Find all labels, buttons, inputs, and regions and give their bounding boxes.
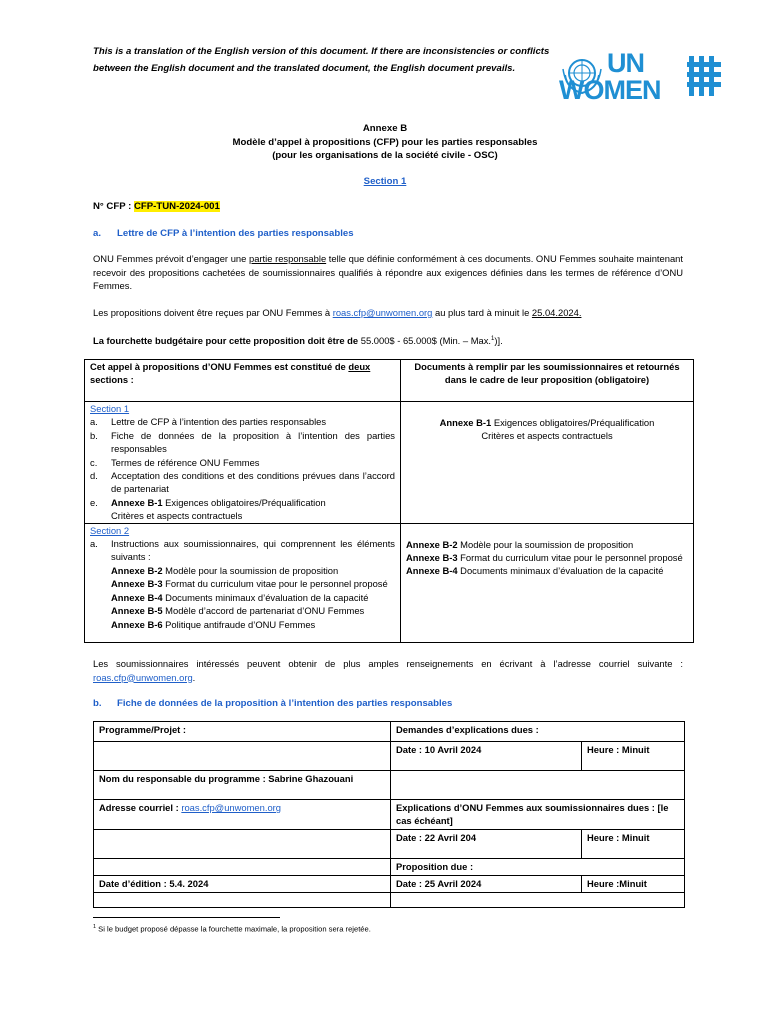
date-explications: Date : 22 Avril 204 <box>391 829 582 858</box>
budget-label: La fourchette budgétaire pour cette proposition doit être de <box>93 335 361 347</box>
required-annex-b1-cont: Critères et aspects contractuels <box>481 430 613 442</box>
header-left-underlined: deux <box>348 361 371 372</box>
footnote-divider <box>93 917 280 918</box>
item-letter: b. <box>90 429 98 441</box>
annex-ref: Annexe B-4 <box>111 591 163 603</box>
table1-header-row <box>85 360 694 402</box>
annex-text: Format du curriculum vitae pour le personnel proposé <box>162 578 388 590</box>
required-annex <box>406 551 688 564</box>
intro-underlined: partie responsable <box>248 253 327 264</box>
item-letter: d. <box>90 470 98 482</box>
un-women-logo <box>559 48 725 105</box>
annex-list <box>90 564 395 631</box>
item-letter: a. <box>90 416 98 428</box>
empty-cell <box>94 892 391 907</box>
heure-explications: Heure : Minuit <box>582 829 685 858</box>
item-text-cont: Critères et aspects contractuels <box>111 510 243 522</box>
email-cell <box>94 800 391 830</box>
header-left-text: Cet appel à propositions d’ONU Femmes est constitué de <box>90 361 349 372</box>
budget-range: 55.000$ - 65.000$ (Min. – Max. <box>360 335 492 347</box>
item-annex-ref: Annexe B-1 <box>111 496 163 508</box>
deadline-text-2: au plus tard à minuit le <box>432 307 532 318</box>
annex-ref: Annexe B-5 <box>111 605 163 617</box>
table2-row <box>94 771 685 800</box>
empty-cell <box>391 892 685 907</box>
item-text: Acceptation des conditions et des conditions prévues dans l’accord de partenariat <box>111 470 395 495</box>
footnote-ref[interactable]: 1 <box>491 336 495 342</box>
contact-paragraph <box>93 657 683 684</box>
annex-ref: Annexe B-3 <box>111 578 163 590</box>
contact-text: Les soumissionnaires intéressés peuvent obtenir de plus amples renseignements en écrivant à l’adresse courriel suivante : <box>93 658 683 669</box>
table2-row <box>94 742 685 771</box>
required-annex <box>406 564 688 577</box>
proposal-data-sheet-table <box>93 721 685 908</box>
cfp-label: N° CFP : <box>93 201 134 212</box>
annex-item <box>111 604 395 617</box>
list-item <box>90 537 395 564</box>
required-annex-text: Format du curriculum vitae pour le personnel proposé <box>457 552 683 564</box>
edition-date: Date d’édition : 5.4. 2024 <box>94 875 391 892</box>
section2-contents-cell <box>85 523 401 642</box>
section-a-heading <box>93 228 354 239</box>
table1-section2-row <box>85 523 694 642</box>
annex-text: Documents minimaux d’évaluation de la capacité <box>162 591 369 603</box>
table1-header-left <box>85 360 401 402</box>
empty-cell <box>94 742 391 771</box>
item-text: Fiche de données de la proposition à l’intention des parties responsables <box>111 429 395 455</box>
programme-label: Programme/Projet : <box>94 722 391 742</box>
required-annex-ref: Annexe B-4 <box>406 565 458 577</box>
required-annex-ref: Annexe B-3 <box>406 552 458 564</box>
item-letter: a. <box>90 538 98 550</box>
deadline-text-1: Les propositions doivent être reçues par ONU Femmes à <box>93 307 333 318</box>
deadline-paragraph <box>93 306 683 320</box>
list-item <box>90 456 395 469</box>
email-link[interactable]: roas.cfp@unwomen.org <box>332 307 433 318</box>
list-item <box>90 496 395 523</box>
cfp-number-line <box>93 201 220 212</box>
annex-item <box>111 577 395 590</box>
programme-manager: Nom du responsable du programme : Sabrine Ghazouani <box>94 771 391 800</box>
logo-text-women: WOMEN <box>559 75 661 105</box>
header-left-end: sections : <box>90 374 134 386</box>
table2-row <box>94 875 685 892</box>
section2-link[interactable]: Section 2 <box>90 524 130 536</box>
required-annex-text: Documents minimaux d’évaluation de la capacité <box>457 565 664 577</box>
section-b-title: Fiche de données de la proposition à l’intention des parties responsables <box>117 698 453 709</box>
item-text: Instructions aux soumissionnaires, qui comprennent les éléments suivants : <box>111 538 395 563</box>
deadline-date: 25.04.2024. <box>531 307 582 318</box>
contact-email-link[interactable]: roas.cfp@unwomen.org <box>93 671 193 683</box>
section-a-letter: a. <box>93 228 102 239</box>
intro-paragraph <box>93 252 683 293</box>
empty-cell <box>94 858 391 875</box>
required-annex-ref: Annexe B-2 <box>406 538 458 550</box>
empty-cell <box>391 771 685 800</box>
section-a-title: Lettre de CFP à l’intention des parties responsables <box>117 228 354 239</box>
explications-label: Explications d’ONU Femmes aux soumissionnaires dues : [le cas échéant] <box>391 800 685 830</box>
annex-line-3: (pour les organisations de la société civile - OSC) <box>272 150 498 161</box>
section-b-letter: b. <box>93 698 102 709</box>
footnote-number: 1 <box>93 924 97 930</box>
budget-paragraph <box>93 333 683 348</box>
heure-proposition: Heure :Minuit <box>582 875 685 892</box>
item-letter: c. <box>90 456 98 468</box>
footnote-text: Si le budget proposé dépasse la fourchette maximale, la proposition sera rejetée. <box>96 924 371 934</box>
table2-row <box>94 858 685 875</box>
table1-header-right: Documents à remplir par les soumissionnaires et retournés dans le cadre de leur proposition (obligatoire) <box>401 360 694 402</box>
required-annex-b1-text: Exigences obligatoires/Préqualification <box>491 417 655 428</box>
required-annex-text: Modèle pour la soumission de proposition <box>457 538 634 550</box>
annex-item <box>111 618 395 631</box>
cfp-sections-table <box>84 359 694 643</box>
annex-line-1: Annexe B <box>362 123 408 134</box>
annex-title-block <box>93 122 677 163</box>
budget-end: )]. <box>494 335 503 347</box>
section-1-heading[interactable]: Section 1 <box>363 176 407 187</box>
section1-required-cell <box>401 402 694 524</box>
annex-text: Modèle pour la soumission de proposition <box>162 564 339 576</box>
heure-demandes: Heure : Minuit <box>582 742 685 771</box>
table2-row <box>94 829 685 858</box>
section2-required-cell <box>401 523 694 642</box>
table1-section1-row <box>85 402 694 524</box>
equality-symbol-icon <box>687 54 725 100</box>
list-item <box>90 415 395 428</box>
item-text: Exigences obligatoires/Préqualification <box>162 496 326 508</box>
intro-text-2: telle que définie conformément à ces documents. ONU Femmes souhaite maintenant recevoir des propositions cachetées de soumissionnaires qualifiés à répondre aux exigences définies dans les termes de référence d’ONU Femmes. <box>93 253 683 291</box>
section1-contents-cell <box>85 402 401 524</box>
cfp-number: CFP-TUN-2024-001 <box>133 201 220 212</box>
annex-line-2: Modèle d’appel à propositions (CFP) pour les parties responsables <box>232 136 538 148</box>
item-text: Lettre de CFP à l’intention des parties responsables <box>111 416 327 428</box>
item-text: Termes de référence ONU Femmes <box>111 456 260 468</box>
empty-cell <box>94 829 391 858</box>
footnote <box>93 924 371 934</box>
intro-text-1: ONU Femmes prévoit d’engager une <box>93 253 249 264</box>
manager-email-link[interactable]: roas.cfp@unwomen.org <box>181 802 281 813</box>
annex-item <box>111 564 395 577</box>
list-item <box>90 469 395 496</box>
annex-ref: Annexe B-2 <box>111 564 163 576</box>
section1-list <box>90 415 395 522</box>
section2-list <box>90 537 395 564</box>
list-item <box>90 429 395 456</box>
proposition-label: Proposition due : <box>391 858 685 875</box>
annex-text: Politique antifraude d’ONU Femmes <box>162 618 316 630</box>
annex-item <box>111 591 395 604</box>
email-label: Adresse courriel : <box>99 802 182 813</box>
translation-disclaimer: This is a translation of the English version of this document. If there are inconsistencies or conflicts between the English document and the translated document, the English document prevails. <box>93 46 550 74</box>
table2-row <box>94 800 685 830</box>
section1-link[interactable]: Section 1 <box>90 403 130 414</box>
item-letter: e. <box>90 496 98 508</box>
contact-end: . <box>192 671 196 683</box>
annex-ref: Annexe B-6 <box>111 618 163 630</box>
demandes-label: Demandes d’explications dues : <box>391 722 685 742</box>
logo-text-un: UN <box>607 48 644 78</box>
date-proposition: Date : 25 Avril 2024 <box>391 875 582 892</box>
section-b-heading <box>93 698 452 709</box>
required-annex-b1: Annexe B-1 <box>439 417 492 428</box>
date-demandes: Date : 10 Avril 2024 <box>391 742 582 771</box>
required-annex <box>406 538 688 551</box>
table2-row <box>94 892 685 907</box>
annex-text: Modèle d’accord de partenariat d’ONU Femmes <box>162 605 365 617</box>
table2-row <box>94 722 685 742</box>
